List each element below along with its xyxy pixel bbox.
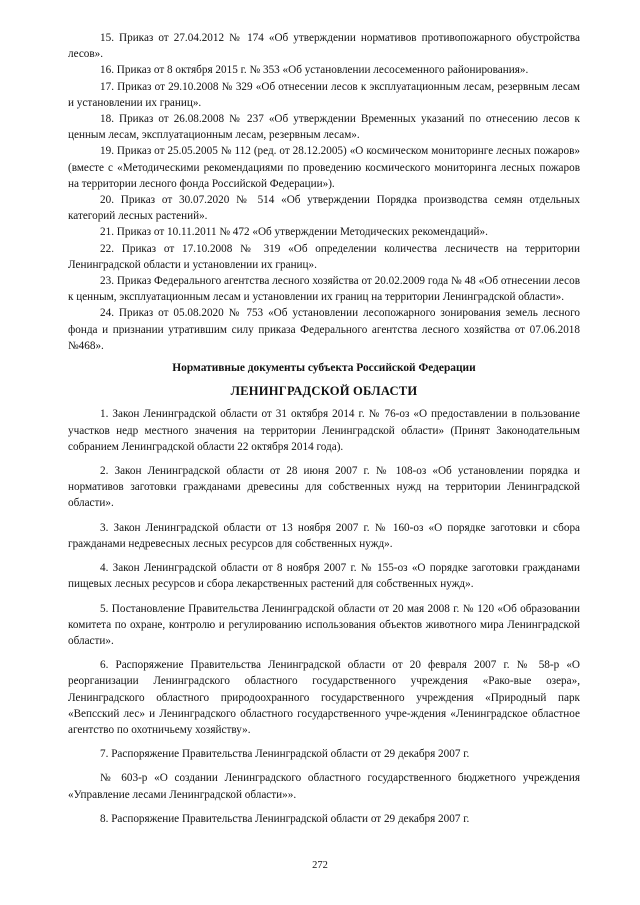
list-item: 5. Постановление Правительства Ленинградской области от 20 мая 2008 г. № 120 «Об образовании комитета по охране, контролю и регулированию использования объектов животного мира Ленинградской области». bbox=[68, 602, 580, 647]
list-item: 3. Закон Ленинградской области от 13 ноября 2007 г. № 160-оз «О порядке заготовки и сбора гражданами недревесных лесных ресурсов для собственных нужд». bbox=[68, 521, 580, 550]
section-subheading: ЛЕНИНГРАДСКОЙ ОБЛАСТИ bbox=[230, 384, 418, 399]
list-item: 8. Распоряжение Правительства Ленинградской области от 29 декабря 2007 г. bbox=[100, 812, 470, 825]
list-item: 17. Приказ от 29.10.2008 № 329 «Об отнесении лесов к эксплуатационным лесам, резервным лесам и установлении их границ». bbox=[68, 80, 580, 109]
list-item: 15. Приказ от 27.04.2012 № 174 «Об утверждении нормативов противопожарного обустройства лесов». bbox=[68, 32, 580, 61]
list-item: 4. Закон Ленинградской области от 8 ноября 2007 г. № 155-оз «О порядке заготовки гражданами пищевых лесных ресурсов и сбора лекарственных растений для собственных нужд». bbox=[68, 562, 580, 591]
list-item: 24. Приказ от 05.08.2020 № 753 «Об установлении лесопожарного зонирования земель лесного фонда и признании утратившим силу приказа Федерального агентства лесного хозяйства от 07.06.2018 №468». bbox=[68, 307, 580, 352]
list-item: № 603-р «О создании Ленинградского областного государственного бюджетного учреждения «Управление лесами Ленинградской области»». bbox=[68, 772, 580, 801]
list-item: 21. Приказ от 10.11.2011 № 472 «Об утверждении Методических рекомендаций». bbox=[100, 226, 488, 239]
list-item: 19. Приказ от 25.05.2005 № 112 (ред. от 28.12.2005) «О космическом мониторинге лесных пожаров» (вместе с «Методическими рекомендациями по проведению космического мониторинга лесных пожаров на территории лесного фонда Российской Федерации»). bbox=[68, 145, 580, 190]
document-page bbox=[68, 30, 580, 827]
list-item: 6. Распоряжение Правительства Ленинградской области от 20 февраля 2007 г. № 58-р «О реорганизации Ленинградского областного государственного учреждения «Рако-вые озера», Ленинградского областного природоохранного государственного учреждения «Природный парк «Вепсский лес» и Ленинградского областного государственного учре-ждения «Ленинградское областное агентство по охотничьему хозяйству». bbox=[68, 659, 580, 736]
list-item: 22. Приказ от 17.10.2008 № 319 «Об определении количества лесничеств на территории Ленинградской области и установлении их границ». bbox=[68, 242, 580, 271]
list-item: 16. Приказ от 8 октября 2015 г. № 353 «Об установлении лесосеменного районирования». bbox=[100, 64, 529, 77]
list-item: 23. Приказ Федерального агентства лесного хозяйства от 20.02.2009 года № 48 «Об отнесении лесов к ценным, эксплуатационным лесам и установлении их границ на территории Ленинградской области». bbox=[68, 275, 580, 304]
list-item: 1. Закон Ленинградской области от 31 октября 2014 г. № 76-оз «О предоставлении в пользование участков недр местного значения на территории Ленинградской области» (Принят Законодательным собранием Ленинградской области 22 октября 2014 года). bbox=[68, 408, 580, 453]
section-heading: Нормативные документы субъекта Российской Федерации bbox=[172, 362, 476, 375]
list-item: 18. Приказ от 26.08.2008 № 237 «Об утверждении Временных указаний по отнесению лесов к ценным лесам, эксплуатационным лесам, резервным лесам». bbox=[68, 113, 580, 142]
list-item: 20. Приказ от 30.07.2020 № 514 «Об утверждении Порядка производства семян отдельных категорий лесных растений». bbox=[68, 194, 580, 223]
list-item: 7. Распоряжение Правительства Ленинградской области от 29 декабря 2007 г. bbox=[100, 748, 470, 761]
page-number: 272 bbox=[312, 860, 328, 871]
list-item: 2. Закон Ленинградской области от 28 июня 2007 г. № 108-оз «Об установлении порядка и нормативов заготовки гражданами древесины для собственных нужд на территории Ленинградской области». bbox=[68, 465, 580, 510]
